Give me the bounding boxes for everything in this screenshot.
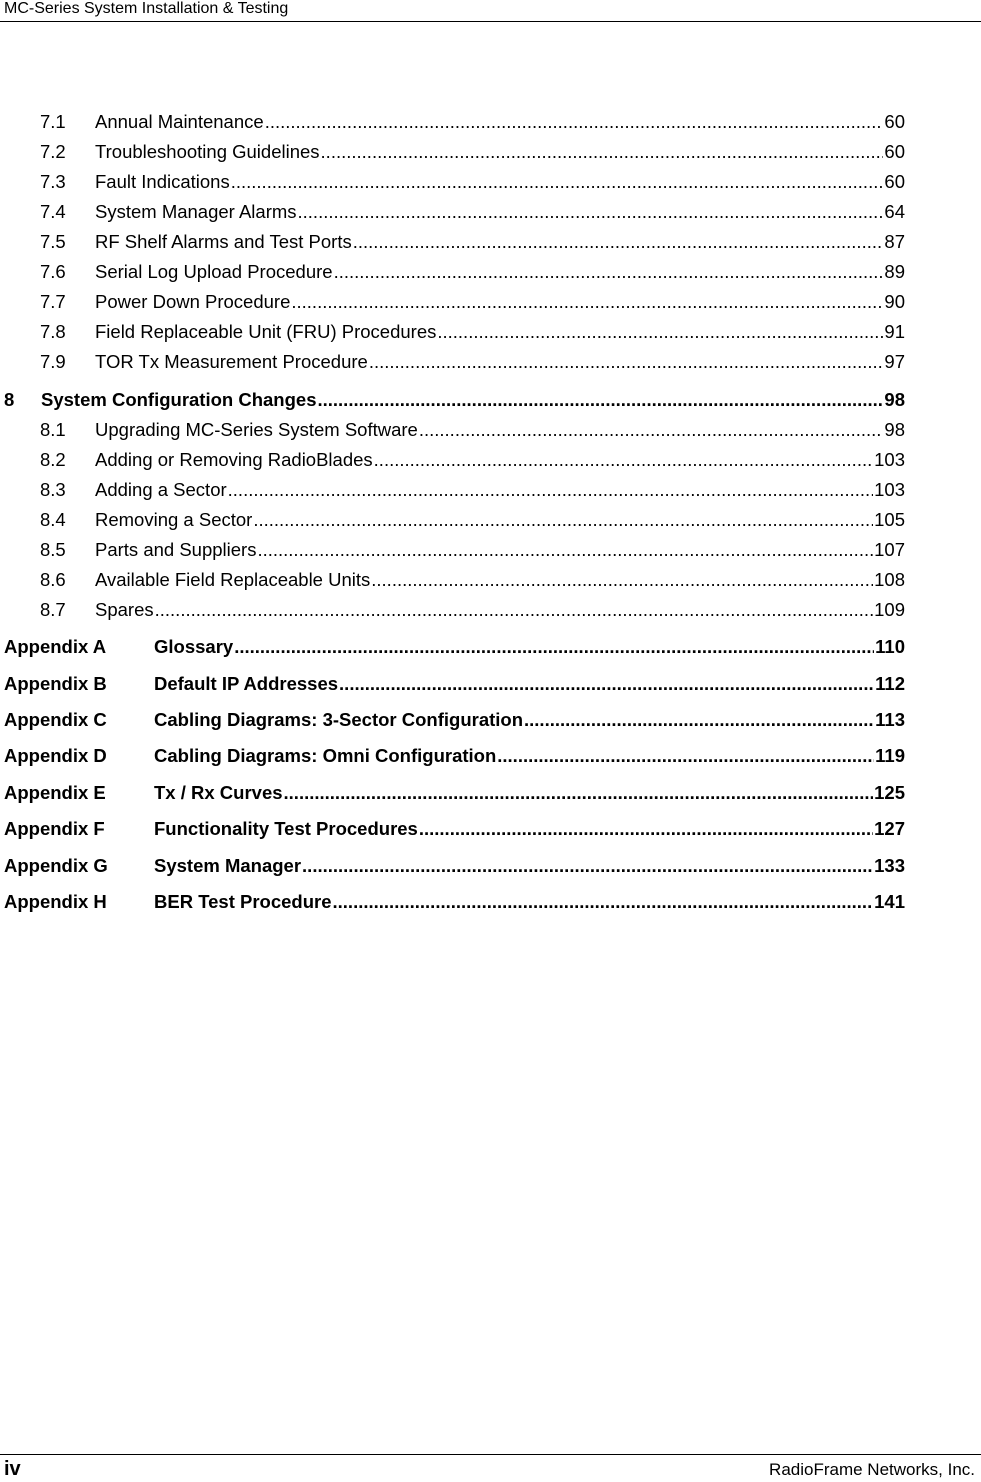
toc-entry-title: Tx / Rx Curves bbox=[154, 782, 283, 803]
dot-leader bbox=[334, 260, 884, 284]
toc-appendix-c[interactable] bbox=[0, 708, 905, 732]
toc-entry-title: Parts and Suppliers bbox=[95, 539, 257, 560]
toc-entry-page: 103 bbox=[874, 479, 905, 500]
toc-entry-title: System Configuration Changes bbox=[41, 389, 317, 410]
toc-entry-page: 98 bbox=[884, 419, 905, 440]
toc-entry-number: 7.7 bbox=[40, 291, 66, 312]
toc-entry-page: 125 bbox=[874, 782, 905, 803]
toc-entry-7-3[interactable] bbox=[0, 170, 905, 194]
toc-entry-title: Annual Maintenance bbox=[95, 111, 264, 132]
dot-leader bbox=[333, 890, 874, 914]
toc-entry-number: 7.4 bbox=[40, 201, 66, 222]
toc-entry-page: 133 bbox=[874, 855, 905, 876]
dot-leader bbox=[497, 744, 874, 768]
toc-entry-title: Serial Log Upload Procedure bbox=[95, 261, 333, 282]
company-name: RadioFrame Networks, Inc. bbox=[769, 1460, 975, 1479]
toc-appendix-e[interactable] bbox=[0, 781, 905, 805]
dot-leader bbox=[291, 290, 883, 314]
toc-entry-7-9[interactable] bbox=[0, 350, 905, 374]
dot-leader bbox=[253, 508, 873, 532]
dot-leader bbox=[524, 708, 874, 732]
toc-entry-title: BER Test Procedure bbox=[154, 891, 332, 912]
dot-leader bbox=[228, 478, 873, 502]
dot-leader bbox=[265, 110, 884, 134]
toc-entry-title: Removing a Sector bbox=[95, 509, 253, 530]
toc-entry-7-4[interactable] bbox=[0, 200, 905, 224]
dot-leader bbox=[371, 568, 873, 592]
toc-entry-7-5[interactable] bbox=[0, 230, 905, 254]
toc-entry-8-1[interactable] bbox=[0, 418, 905, 442]
toc-entry-page: 113 bbox=[875, 709, 905, 730]
dot-leader bbox=[302, 854, 873, 878]
toc-entry-title: Default IP Addresses bbox=[154, 673, 339, 694]
toc-entry-number: 7.5 bbox=[40, 231, 66, 252]
dot-leader bbox=[231, 170, 884, 194]
toc-entry-page: 87 bbox=[884, 231, 905, 252]
page-footer bbox=[0, 1454, 981, 1482]
toc-entry-7-2[interactable] bbox=[0, 140, 905, 164]
toc-entry-title: RF Shelf Alarms and Test Ports bbox=[95, 231, 352, 252]
toc-entry-8-6[interactable] bbox=[0, 568, 905, 592]
toc-entry-page: 60 bbox=[884, 141, 905, 162]
toc-entry-number: 7.9 bbox=[40, 351, 66, 372]
toc-entry-page: 98 bbox=[884, 389, 905, 410]
toc-entry-number: 7.8 bbox=[40, 321, 66, 342]
toc-entry-number: 8.4 bbox=[40, 509, 66, 530]
toc-entry-title: Field Replaceable Unit (FRU) Procedures bbox=[95, 321, 437, 342]
dot-leader bbox=[234, 635, 874, 659]
toc-entry-title: Adding or Removing RadioBlades bbox=[95, 449, 373, 470]
toc-entry-title: Power Down Procedure bbox=[95, 291, 291, 312]
dot-leader bbox=[419, 418, 884, 442]
dot-leader bbox=[317, 388, 883, 412]
toc-entry-title: System Manager bbox=[154, 855, 302, 876]
toc-appendix-d[interactable] bbox=[0, 744, 905, 768]
toc-entry-title: Upgrading MC-Series System Software bbox=[95, 419, 418, 440]
toc-entry-number: Appendix A bbox=[4, 636, 107, 657]
toc-appendix-b[interactable] bbox=[0, 672, 905, 696]
toc-entry-title: System Manager Alarms bbox=[95, 201, 297, 222]
toc-entry-page: 105 bbox=[874, 509, 905, 530]
dot-leader bbox=[339, 672, 874, 696]
dot-leader bbox=[419, 817, 873, 841]
dot-leader bbox=[321, 140, 884, 164]
toc-entry-page: 103 bbox=[874, 449, 905, 470]
toc-entry-number: Appendix E bbox=[4, 782, 106, 803]
toc-entry-page: 119 bbox=[875, 745, 905, 766]
toc-entry-number: 7.3 bbox=[40, 171, 66, 192]
toc-entry-8-4[interactable] bbox=[0, 508, 905, 532]
toc-entry-page: 127 bbox=[874, 818, 905, 839]
toc-entry-title: Functionality Test Procedures bbox=[154, 818, 418, 839]
dot-leader bbox=[369, 350, 884, 374]
dot-leader bbox=[298, 200, 884, 224]
dot-leader bbox=[257, 538, 873, 562]
toc-entry-page: 110 bbox=[875, 636, 905, 657]
dot-leader bbox=[437, 320, 883, 344]
dot-leader bbox=[374, 448, 873, 472]
toc-appendix-g[interactable] bbox=[0, 854, 905, 878]
toc-entry-page: 109 bbox=[874, 599, 905, 620]
toc-entry-page: 107 bbox=[874, 539, 905, 560]
dot-leader bbox=[353, 230, 884, 254]
toc-appendix-h[interactable] bbox=[0, 890, 905, 914]
toc-entry-7-1[interactable] bbox=[0, 110, 905, 134]
toc-entry-page: 60 bbox=[884, 111, 905, 132]
toc-entry-7-6[interactable] bbox=[0, 260, 905, 284]
page-number: iv bbox=[4, 1458, 21, 1480]
toc-entry-title: TOR Tx Measurement Procedure bbox=[95, 351, 368, 372]
toc-entry-number: 8.5 bbox=[40, 539, 66, 560]
toc-entry-number: 8.7 bbox=[40, 599, 66, 620]
toc-entry-7-8[interactable] bbox=[0, 320, 905, 344]
toc-entry-number: Appendix F bbox=[4, 818, 105, 839]
toc-entry-title: Troubleshooting Guidelines bbox=[95, 141, 320, 162]
toc-entry-number: 8.6 bbox=[40, 569, 66, 590]
toc-entry-8-5[interactable] bbox=[0, 538, 905, 562]
toc-entry-title: Cabling Diagrams: 3-Sector Configuration bbox=[154, 709, 524, 730]
toc-entry-8-7[interactable] bbox=[0, 598, 905, 622]
dot-leader bbox=[284, 781, 874, 805]
toc-entry-page: 97 bbox=[884, 351, 905, 372]
toc-entry-number: Appendix B bbox=[4, 673, 107, 694]
toc-chapter-8[interactable] bbox=[0, 388, 905, 412]
toc-entry-title: Available Field Replaceable Units bbox=[95, 569, 371, 590]
toc-entry-8-3[interactable] bbox=[0, 478, 905, 502]
toc-entry-8-2[interactable] bbox=[0, 448, 905, 472]
toc-entry-title: Cabling Diagrams: Omni Configuration bbox=[154, 745, 497, 766]
toc-entry-7-7[interactable] bbox=[0, 290, 905, 314]
toc-entry-title: Adding a Sector bbox=[95, 479, 227, 500]
toc-entry-page: 64 bbox=[884, 201, 905, 222]
toc-entry-title: Spares bbox=[95, 599, 154, 620]
dot-leader bbox=[155, 598, 874, 622]
toc-entry-number: Appendix H bbox=[4, 891, 107, 912]
toc-entry-title: Fault Indications bbox=[95, 171, 230, 192]
toc-entry-number: 7.2 bbox=[40, 141, 66, 162]
toc-entry-page: 141 bbox=[874, 891, 905, 912]
toc-appendix-a[interactable] bbox=[0, 635, 905, 659]
toc-entry-page: 112 bbox=[875, 673, 905, 694]
toc-entry-number: 8 bbox=[4, 389, 15, 410]
toc-entry-number: 8.3 bbox=[40, 479, 66, 500]
toc-entry-number: 8.2 bbox=[40, 449, 66, 470]
toc-entry-page: 90 bbox=[884, 291, 905, 312]
document-title: MC-Series System Installation & Testing bbox=[4, 0, 289, 17]
toc-entry-number: 7.6 bbox=[40, 261, 66, 282]
toc-entry-number: Appendix D bbox=[4, 745, 107, 766]
toc-entry-title: Glossary bbox=[154, 636, 234, 657]
toc-entry-page: 60 bbox=[884, 171, 905, 192]
toc-entry-number: 8.1 bbox=[40, 419, 66, 440]
toc-entry-number: Appendix G bbox=[4, 855, 108, 876]
toc-entry-page: 91 bbox=[884, 321, 905, 342]
toc-appendix-f[interactable] bbox=[0, 817, 905, 841]
toc-entry-number: Appendix C bbox=[4, 709, 107, 730]
toc-entry-page: 108 bbox=[874, 569, 905, 590]
toc-entry-number: 7.1 bbox=[40, 111, 66, 132]
toc-entry-page: 89 bbox=[884, 261, 905, 282]
